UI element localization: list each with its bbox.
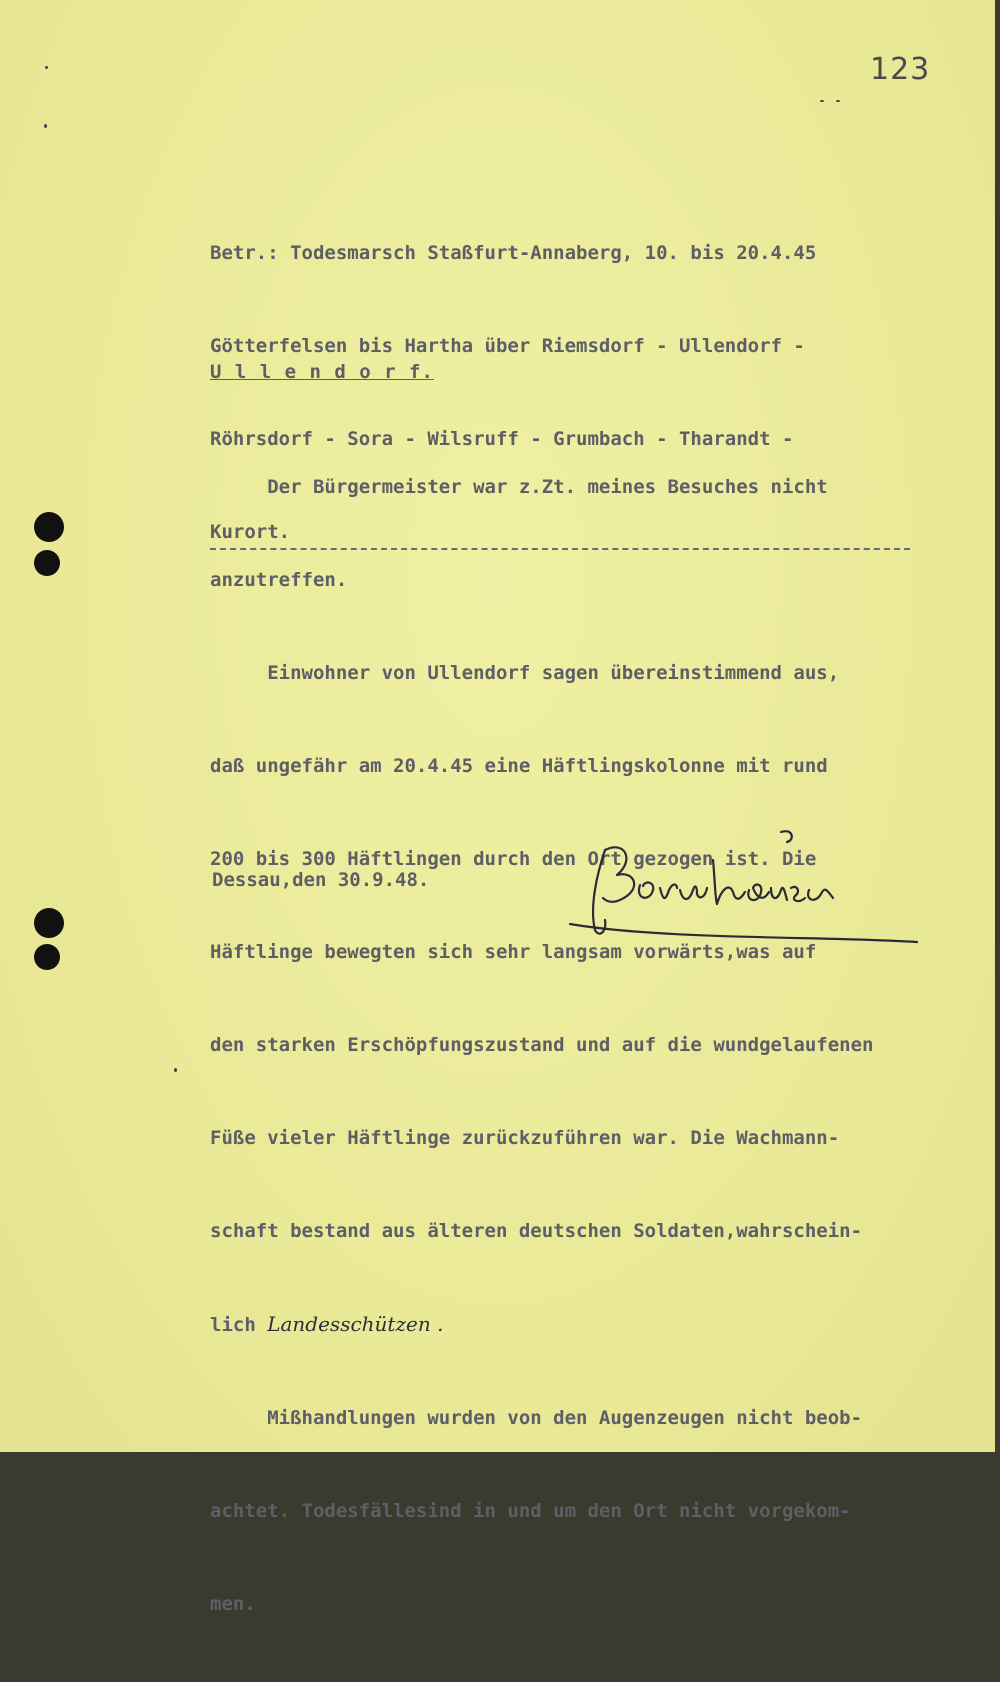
handwritten-signature — [565, 820, 935, 960]
place-date-line: Dessau,den 30.9.48. — [212, 869, 430, 891]
speck — [820, 100, 824, 102]
subject-line: Röhrsdorf - Sora - Wilsruff - Grumbach - Tharandt - — [210, 428, 794, 450]
body-line: Der Bürgermeister war z.Zt. meines Besuches nicht — [210, 476, 828, 498]
body-line-with-note — [210, 1309, 873, 1341]
body-text — [210, 410, 873, 1682]
body-line: 200 bis 300 Häftlingen durch den Ort gezogen ist. Die — [210, 848, 817, 870]
page-number: 123 — [870, 52, 931, 87]
punch-hole — [34, 512, 64, 542]
subject-line: Kurort. — [210, 517, 910, 550]
punch-hole — [34, 944, 60, 970]
speck — [836, 100, 840, 102]
subject-line: Götterfelsen bis Hartha über Riemsdorf - Ullendorf - — [210, 335, 805, 357]
body-line: daß ungefähr am 20.4.45 eine Häftlingskolonne mit rund — [210, 755, 828, 777]
section-heading: U l l e n d o r f. — [210, 361, 434, 383]
body-line: Einwohner von Ullendorf sagen übereinstimmend aus, — [210, 662, 840, 684]
subject-line: Betr.: Todesmarsch Staßfurt-Annaberg, 10. bis 20.4.45 — [210, 242, 817, 264]
body-line: Mißhandlungen wurden von den Augenzeugen nicht beob- — [210, 1407, 863, 1429]
body-line: achtet. Todesfällesind in und um den Ort nicht vorgekom- — [210, 1500, 851, 1522]
body-line: men. — [210, 1593, 256, 1615]
handwritten-note: Landesschützen . — [267, 1312, 444, 1336]
punch-hole — [34, 908, 64, 938]
speck — [45, 66, 48, 69]
typed-fragment: lich — [210, 1314, 268, 1336]
body-line: anzutreffen. — [210, 569, 348, 591]
body-line: Füße vieler Häftlinge zurückzuführen war. Die Wachmann- — [210, 1127, 840, 1149]
speck — [174, 1068, 177, 1072]
speck — [44, 124, 47, 128]
body-line: schaft bestand aus älteren deutschen Soldaten,wahrschein- — [210, 1220, 863, 1242]
body-line: Häftlinge bewegten sich sehr langsam vorwärts,was auf — [210, 941, 817, 963]
body-line: den starken Erschöpfungszustand und auf die wundgelaufenen — [210, 1034, 874, 1056]
punch-hole — [34, 550, 60, 576]
